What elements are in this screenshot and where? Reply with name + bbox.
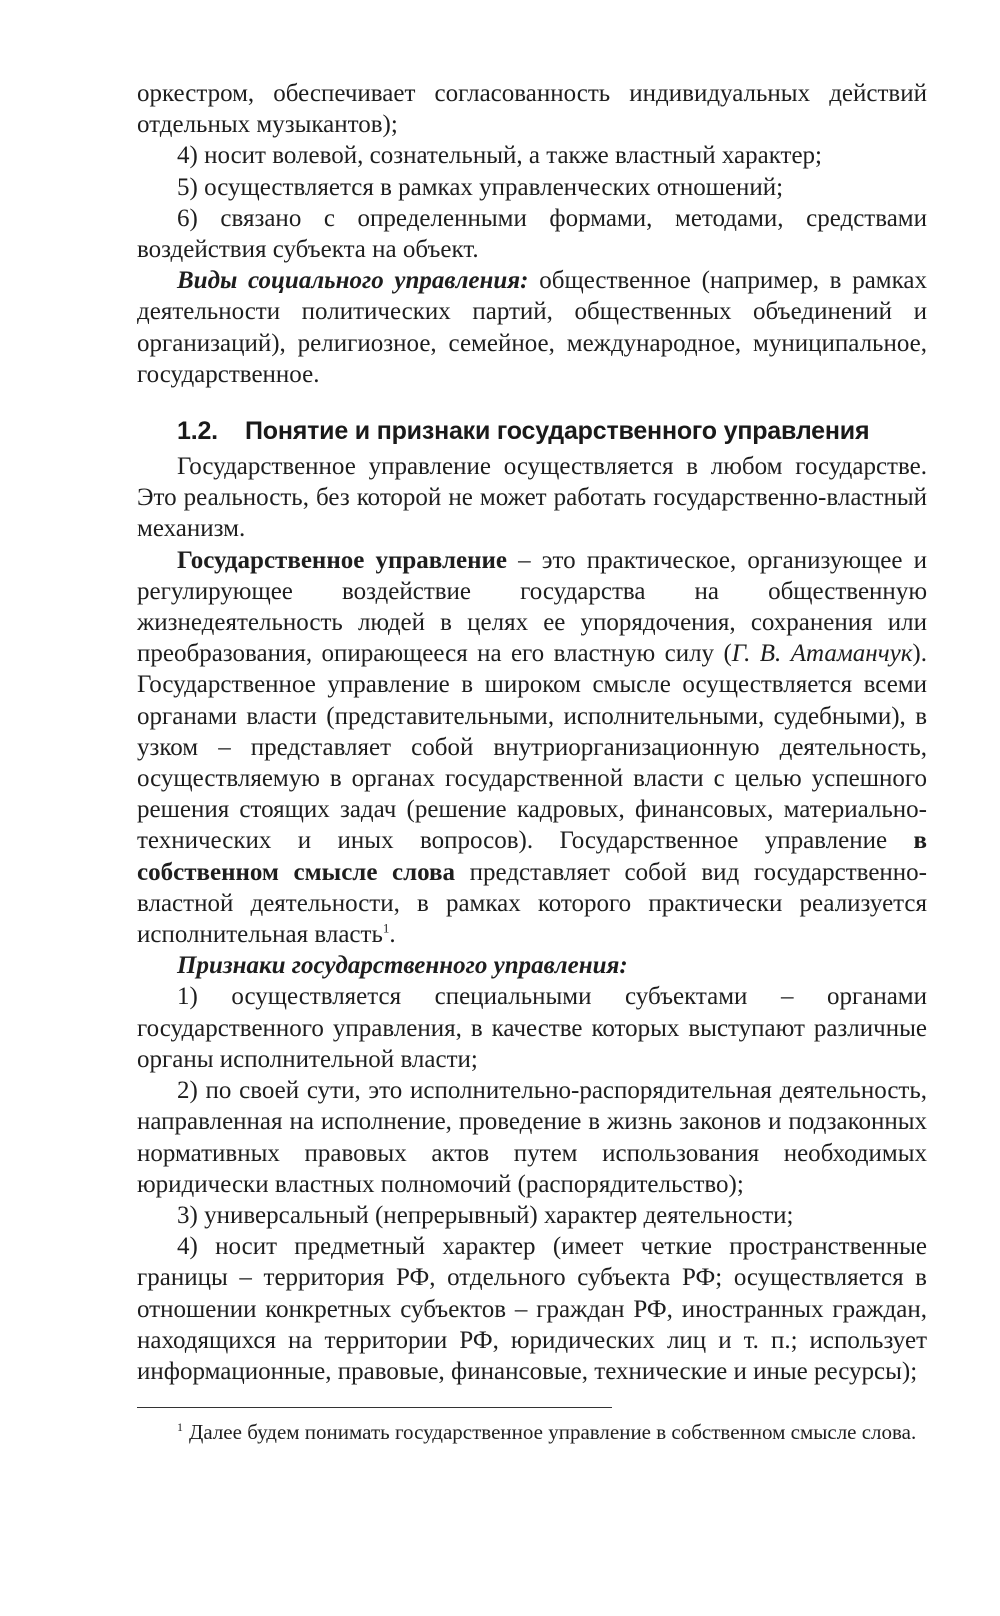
list-item: 3) универсальный (непрерывный) характер деятельности; — [177, 1201, 794, 1229]
footnote-reference[interactable]: 1 — [382, 920, 390, 936]
definition-text: ). Государственное управление в широком смысле осуществляется всеми органами власти (представительными, исполнительными, судебными), в узком – представляет собой внутриорганизационную деятельность, осуществляемую в органах государственной власти с целью успешного решения стоящих задач (решение кадровых, финансовых, материально-технических и иных вопросов). Государственное управление — [137, 640, 927, 855]
list-item: 4) носит предметный характер (имеет четкие пространственные границы – территория РФ, отдельного субъекта РФ; осуществляется в отношении конкретных субъектов – граждан РФ, иностранных граждан, находящихся на территории РФ, юридических лиц и т. п.; использует информационные, правовые, финансовые, технические и иные ресурсы); — [137, 1233, 927, 1385]
paragraph-intro: Государственное управление осуществляется в любом государстве. Это реальность, без которой не может работать государственно-властный механизм. — [137, 453, 927, 543]
footnote-mark: 1 — [177, 1420, 183, 1435]
types-lead: Виды социального управления: — [177, 267, 529, 295]
list-item: 5) осуществляется в рамках управленческих отношений; — [177, 173, 784, 201]
page-body — [137, 78, 927, 1447]
types-text: общественное (например, в рамках деятельности политических партий, общественных объединений и организаций), религиозное, семейное, международное, муниципальное, государственное. — [137, 267, 927, 388]
definition-term: Государственное управление — [177, 546, 507, 574]
paragraph-continuation: оркестром, обеспечивает согласованность индивидуальных действий отдельных музыкантов); — [137, 80, 927, 139]
section-number: 1.2. — [177, 417, 218, 446]
footnote — [137, 1418, 927, 1447]
footnote-text: Далее будем понимать государственное управление в собственном смысле слова. — [189, 1420, 917, 1445]
section-title: Понятие и признаки государственного управления — [245, 417, 870, 446]
list-item: 6) связано с определенными формами, методами, средствами воздействия субъекта на объект. — [137, 204, 927, 264]
definition-text: – это практическое, организующее и регулирующее воздействие государства на общественную жизнедеятельность людей в целях ее упорядочения, сохранения или преобразования, опирающееся на его властную силу ( — [137, 546, 927, 668]
footnote-divider — [137, 1407, 612, 1408]
definition-author: Г. В. Атаманчук — [731, 640, 913, 668]
paragraph-types — [137, 265, 927, 390]
paragraph-definition — [137, 545, 927, 951]
definition-text: представляет собой вид государственно-властной деятельности, в рамках которого практически реализуется исполнительная власть — [137, 858, 928, 949]
list-item: 1) осуществляется специальными субъектами – органами государственного управления, в качестве которых выступают различные органы исполнительной власти; — [137, 983, 927, 1073]
list-item: 4) носит волевой, сознательный, а также властный характер; — [177, 142, 822, 170]
features-heading: Признаки государственного управления: — [177, 952, 628, 980]
section-heading — [177, 416, 927, 447]
definition-text: . — [389, 921, 396, 949]
definition-emphasis: в собственном смысле слова — [137, 827, 927, 886]
list-item: 2) по своей сути, это исполнительно-распорядительная деятельность, направленная на исполнение, проведение в жизнь законов и подзаконных нормативных правовых актов путем использования необходимых юридически властных полномочий (распорядительство); — [137, 1077, 927, 1198]
